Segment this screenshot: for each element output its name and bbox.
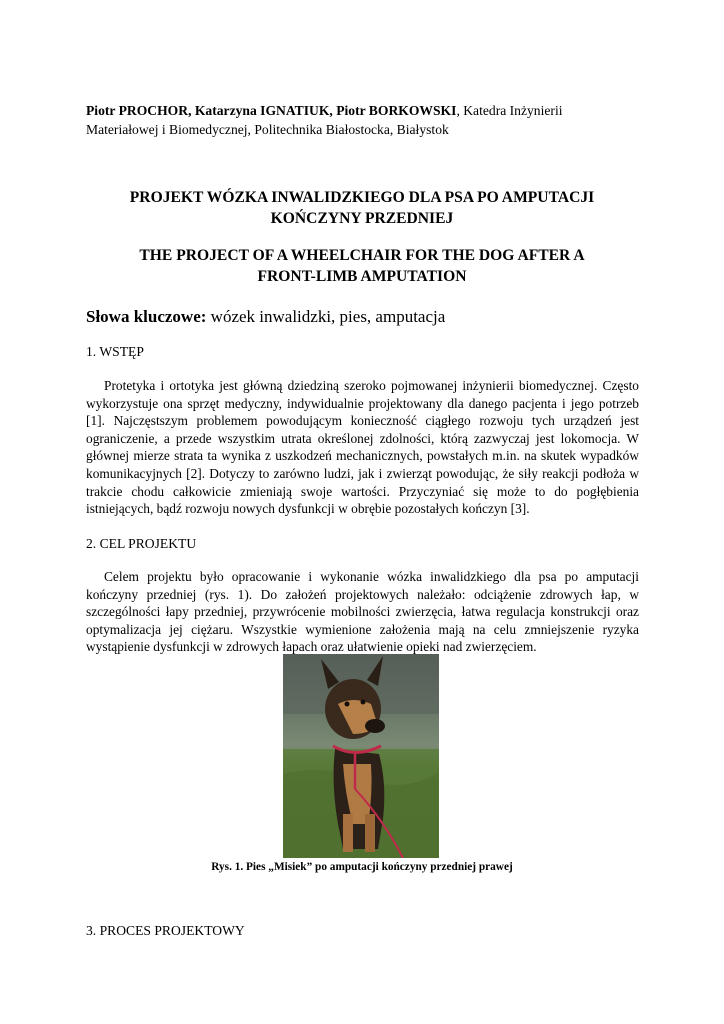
section-heading-intro: 1. WSTĘP	[86, 344, 144, 359]
section-heading-design-process: 3. PROCES PROJEKTOWY	[86, 923, 245, 938]
paragraph-goal: Celem projektu było opracowanie i wykonanie wózka inwalidzkiego dla psa po amputacji kończyny przedniej (rys. 1). Do założeń projektowych należało: odciążenie zdrowych łap, w szczególności łapy przedniej, przywrócenie mobilności zwierzęcia, łatwa regulacja konstrukcji oraz optymalizacja jej ciężaru. Wszystkie wymienione założenia mają na celu zmniejszenie ryzyka wystąpienie dysfunkcji w zdrowych łapach oraz ułatwienie opieki nad zwierzęciem.	[86, 569, 639, 655]
affiliation-line2: Materiałowej i Biomedycznej, Politechnika Białostocka, Białystok	[86, 122, 449, 137]
dog-photo	[283, 654, 439, 858]
author-block	[86, 101, 646, 139]
keywords	[86, 306, 646, 328]
title-polish-line2: KOŃCZYNY PRZEDNIEJ	[270, 210, 454, 227]
figure-caption: Rys. 1. Pies „Misiek” po amputacji kończyny przedniej prawej	[211, 861, 513, 873]
keywords-text: wózek inwalidzki, pies, amputacja	[206, 307, 446, 326]
title-polish	[86, 187, 638, 229]
paragraph-intro: Protetyka i ortotyka jest główną dziedziną szeroko pojmowanej inżynierii biomedycznej. Często wykorzystuje ona sprzęt medyczny, indywidualnie projektowany dla danego pacjenta i jego potrzeb [1]. Najczęstszym problemem powodującym konieczność ciągłego rozwoju tych urządzeń jest ograniczenie, a przede wszystkim utrata określonej zdolności, którą zazwyczaj jest lokomocja. W głównej mierze strata ta wynika z uszkodzeń mechanicznych, powstałych m.in. na skutek wypadków komunikacyjnych [2]. Dotyczy to zarówno ludzi, jak i zwierząt powodując, że siły reakcji podłoża w trakcie chodu całkowicie zmieniają swoje wartości. Przyczyniać się może to do pogłębienia istniejących, bądź rozwoju nowych dysfunkcji w obrębie pozostałych kończyn [3].	[86, 378, 639, 517]
author-names: Piotr PROCHOR, Katarzyna IGNATIUK, Piotr BORKOWSKI	[86, 103, 457, 118]
section-heading-goal: 2. CEL PROJEKTU	[86, 536, 197, 551]
title-polish-line1: PROJEKT WÓZKA INWALIDZKIEGO DLA PSA PO AMPUTACJI	[129, 189, 595, 206]
title-english	[86, 245, 638, 287]
title-english-line1: THE PROJECT OF A WHEELCHAIR FOR THE DOG AFTER A	[139, 247, 585, 264]
affiliation-line1: , Katedra Inżynierii	[456, 103, 563, 118]
keywords-label: Słowa kluczowe:	[86, 307, 207, 326]
title-english-line2: FRONT-LIMB AMPUTATION	[257, 268, 467, 285]
